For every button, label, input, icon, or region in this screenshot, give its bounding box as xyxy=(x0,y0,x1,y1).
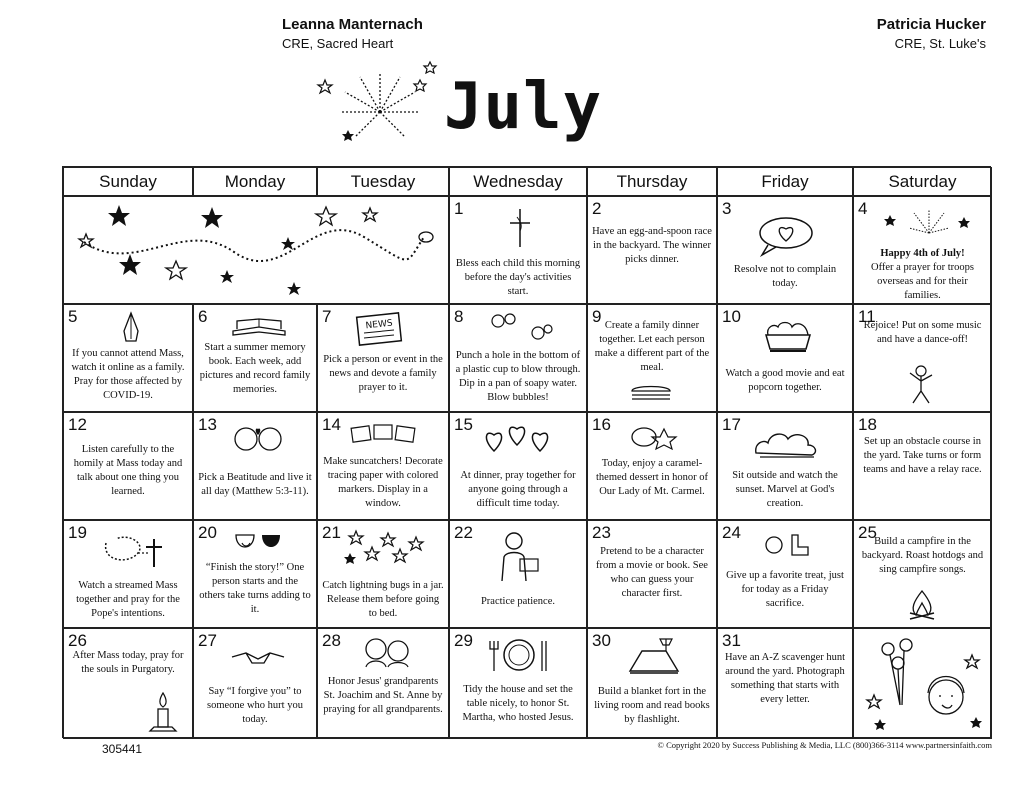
faces-heart-icon xyxy=(230,421,286,457)
day-cell-29 xyxy=(449,628,587,739)
day-cell-8 xyxy=(449,304,587,412)
day-number: 4 xyxy=(858,199,868,218)
activity-text: Rejoice! Put on some music and have a dance-off! xyxy=(863,320,982,345)
holiday-text: Offer a prayer for troops overseas and for their families. xyxy=(870,262,974,301)
activity-text: Honor Jesus' grandparents St. Joachim and St. Anne by praying for all grandparents. xyxy=(323,676,443,715)
activity-text: Create a family dinner together. Let each person make a different part of the meal. xyxy=(594,320,710,373)
activity-text: Bless each child this morning before the day's activities start. xyxy=(455,258,581,297)
day-cell-5 xyxy=(63,304,193,412)
dancer-icon xyxy=(904,363,938,405)
day-cell-21 xyxy=(317,520,449,628)
activity-text: “Finish the story!” One person starts and the others take turns adding to it. xyxy=(199,562,311,615)
day-cell-28 xyxy=(317,628,449,739)
masks-icon xyxy=(232,529,284,557)
day-number: 1 xyxy=(454,199,464,218)
day-cell-27 xyxy=(193,628,317,739)
day-cell-22 xyxy=(449,520,587,628)
day-cell-11 xyxy=(853,304,992,412)
blanket-fort-icon xyxy=(626,635,682,677)
activity-text: Resolve not to complain today. xyxy=(733,264,837,289)
sunset-icon xyxy=(750,423,822,459)
day-cell-3 xyxy=(717,196,853,304)
day-cell-26 xyxy=(63,628,193,739)
calendar-grid xyxy=(62,166,991,738)
day-number: 25 xyxy=(858,523,877,542)
cross-icon xyxy=(505,205,535,250)
day-cell-31 xyxy=(717,628,853,739)
day-cell-18 xyxy=(853,412,992,520)
activity-text: Have an egg-and-spoon race in the backyard. The winner picks dinner. xyxy=(592,226,712,265)
day-number: 17 xyxy=(722,415,741,434)
day-number: 27 xyxy=(198,631,217,650)
book-icon xyxy=(229,315,289,337)
dessert-icon xyxy=(628,421,682,451)
weekday-monday: Monday xyxy=(193,167,317,196)
day-number: 7 xyxy=(322,307,332,326)
day-number: 31 xyxy=(722,631,741,650)
handshake-icon xyxy=(230,645,286,671)
month-title: July xyxy=(444,70,603,144)
hearts-icon xyxy=(482,423,552,457)
stars-trail-icon xyxy=(64,197,449,303)
author-right xyxy=(877,16,986,51)
activity-text: Listen carefully to the homily at Mass today and talk about one thing you learned. xyxy=(73,444,183,497)
day-cell-2 xyxy=(587,196,717,304)
activity-text: Build a campfire in the backyard. Roast hotdogs and sing campfire songs. xyxy=(861,536,984,575)
girl-flowers-icon xyxy=(860,635,986,733)
copyright-notice: © Copyright 2020 by Success Publishing & Media, LLC (800)366-3114 www.partnersinfaith.com xyxy=(657,740,992,750)
author-left-name: Leanna Manternach xyxy=(282,16,423,33)
activity-text: After Mass today, pray for the souls in Purgatory. xyxy=(72,650,184,675)
svg-text:NEWS: NEWS xyxy=(365,318,394,332)
author-left-role: CRE, Sacred Heart xyxy=(282,36,394,51)
activity-text: Pick a Beatitude and live it all day (Matthew 5:3-11). xyxy=(198,472,312,497)
grandparents-icon xyxy=(362,633,412,669)
activity-text: Give up a favorite treat, just for today as a Friday sacrifice. xyxy=(726,570,844,609)
activity-text: Watch a streamed Mass together and pray for the Pope's intentions. xyxy=(76,580,180,619)
day-cell-1 xyxy=(449,196,587,304)
activity-text: If you cannot attend Mass, watch it online as a family. Pray for those affected by COVID-19. xyxy=(71,348,185,401)
author-left xyxy=(282,16,423,51)
day-number: 26 xyxy=(68,631,87,650)
activity-text: Have an A-Z scavenger hunt around the yard. Photograph something that starts with every letter. xyxy=(724,652,846,705)
day-number: 24 xyxy=(722,523,741,542)
day-cell-30 xyxy=(587,628,717,739)
day-number: 18 xyxy=(858,415,877,434)
activity-text: Today, enjoy a caramel-themed dessert in honor of Our Lady of Mt. Carmel. xyxy=(596,458,708,497)
empty-days-cell xyxy=(853,628,992,739)
sandwich-icon xyxy=(628,383,674,403)
activity-text: Start a summer memory book. Each week, add pictures and record family memories. xyxy=(199,342,311,395)
fireworks-icon xyxy=(310,52,440,152)
activity-text: Catch lightning bugs in a jar. Release them before going to bed. xyxy=(322,580,444,619)
day-cell-6 xyxy=(193,304,317,412)
rosary-icon xyxy=(98,531,170,571)
day-cell-14 xyxy=(317,412,449,520)
day-number: 21 xyxy=(322,523,341,542)
activity-text: Build a blanket fort in the living room and read books by flashlight. xyxy=(594,686,710,725)
table-setting-icon xyxy=(486,635,552,675)
day-cell-19 xyxy=(63,520,193,628)
holiday-heading: Happy 4th of July! xyxy=(880,248,965,259)
newspaper-icon xyxy=(354,311,404,347)
day-cell-7 xyxy=(317,304,449,412)
day-cell-23 xyxy=(587,520,717,628)
suncatchers-icon xyxy=(348,421,418,447)
day-number: 16 xyxy=(592,415,611,434)
day-cell-13 xyxy=(193,412,317,520)
day-number: 6 xyxy=(198,307,208,326)
weekday-wednesday: Wednesday xyxy=(449,167,587,196)
weekday-saturday: Saturday xyxy=(853,167,992,196)
day-number: 28 xyxy=(322,631,341,650)
day-cell-15 xyxy=(449,412,587,520)
day-cell-17 xyxy=(717,412,853,520)
day-number: 19 xyxy=(68,523,87,542)
campfire-icon xyxy=(906,589,938,621)
day-number: 5 xyxy=(68,307,78,326)
day-number: 8 xyxy=(454,307,464,326)
activity-text: Sit outside and watch the sunset. Marvel at God's creation. xyxy=(732,470,838,509)
day-number: 29 xyxy=(454,631,473,650)
author-right-name: Patricia Hucker xyxy=(876,16,986,33)
day-number: 12 xyxy=(68,415,87,434)
activity-text: Watch a good movie and eat popcorn together. xyxy=(725,368,845,393)
day-number: 23 xyxy=(592,523,611,542)
activity-text: Make suncatchers! Decorate tracing paper with colored markers. Display in a window. xyxy=(323,456,443,509)
speech-heart-icon xyxy=(756,215,816,257)
day-cell-4 xyxy=(853,196,992,304)
day-number: 2 xyxy=(592,199,602,218)
day-number: 3 xyxy=(722,199,732,218)
activity-text: Set up an obstacle course in the yard. Take turns or form teams and have a relay race. xyxy=(863,436,982,475)
day-number: 22 xyxy=(454,523,473,542)
weekday-thursday: Thursday xyxy=(587,167,717,196)
day-number: 10 xyxy=(722,307,741,326)
bubbles-icon xyxy=(486,309,556,345)
activity-text: Say “I forgive you” to someone who hurt you today. xyxy=(207,686,303,725)
activity-text: Punch a hole in the bottom of a plastic cup to blow through. Dip in a pan of soapy water. Blow bubbles! xyxy=(455,350,581,403)
weekday-sunday: Sunday xyxy=(63,167,193,196)
activity-text xyxy=(858,247,987,303)
day-number: 11 xyxy=(858,307,876,326)
activity-text: Tidy the house and set the table nicely, to honor St. Martha, who hosted Jesus. xyxy=(462,684,574,723)
day-cell-9 xyxy=(587,304,717,412)
popcorn-icon xyxy=(760,315,816,355)
author-right-role: CRE, St. Luke's xyxy=(894,36,986,51)
day-cell-10 xyxy=(717,304,853,412)
activity-text: Practice patience. xyxy=(480,596,556,607)
day-number: 15 xyxy=(454,415,473,434)
day-number: 13 xyxy=(198,415,217,434)
activity-text: Pick a person or event in the news and devote a family prayer to it. xyxy=(323,354,443,393)
day-number: 30 xyxy=(592,631,611,650)
lightning-bugs-icon xyxy=(342,527,430,567)
day-cell-25 xyxy=(853,520,992,628)
empty-days-cell xyxy=(63,196,449,304)
person-reading-icon xyxy=(492,529,544,585)
item-code: 305441 xyxy=(102,742,143,756)
fireworks-small-icon xyxy=(884,203,974,239)
day-number: 20 xyxy=(198,523,217,542)
day-number: 9 xyxy=(592,307,602,326)
day-cell-16 xyxy=(587,412,717,520)
activity-text: Pretend to be a character from a movie or book. See who can guess your character first. xyxy=(596,546,708,599)
day-cell-20 xyxy=(193,520,317,628)
weekday-tuesday: Tuesday xyxy=(317,167,449,196)
day-cell-24 xyxy=(717,520,853,628)
treat-icon xyxy=(762,529,812,559)
praying-hands-icon xyxy=(116,311,146,343)
activity-text: At dinner, pray together for anyone going through a difficult time today. xyxy=(460,470,576,509)
day-number: 14 xyxy=(322,415,341,434)
candle-icon xyxy=(148,691,178,735)
weekday-friday: Friday xyxy=(717,167,853,196)
day-cell-12 xyxy=(63,412,193,520)
